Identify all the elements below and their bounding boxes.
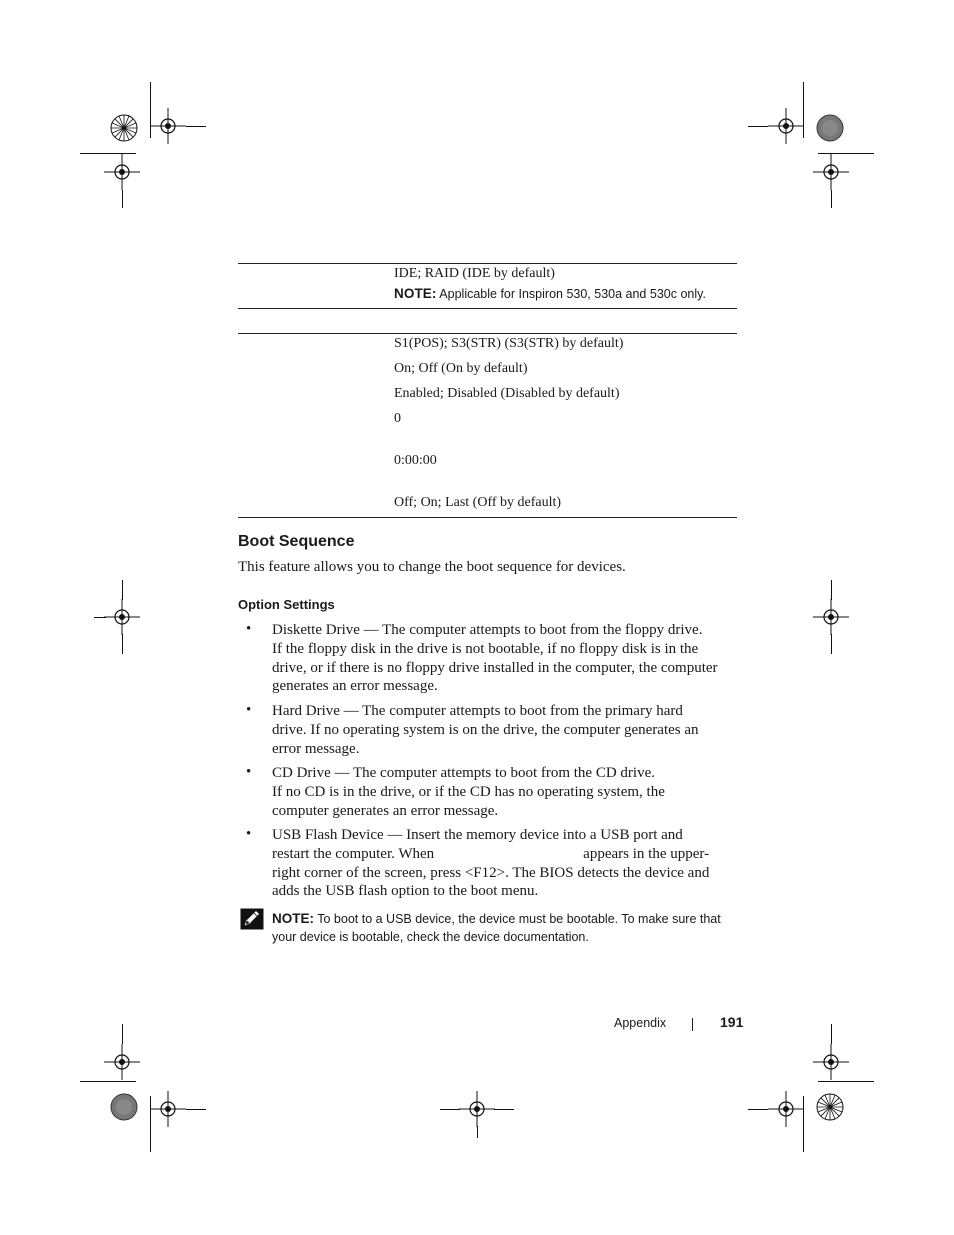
table-cell-value: 0:00:00: [394, 453, 437, 468]
item-term: USB Flash Device —: [272, 827, 403, 843]
item-text: right corner of the screen, press <F12>. The BIOS detects the device and: [272, 864, 710, 881]
note-text: your device is bootable, check the device documentation.: [272, 930, 589, 944]
registration-target-icon: [768, 1091, 804, 1127]
item-text: error message.: [272, 740, 360, 757]
gray-dot-icon: [110, 1093, 138, 1121]
gray-dot-icon: [816, 114, 844, 142]
item-text: restart the computer. When: [272, 845, 435, 862]
starburst-icon: [816, 1093, 844, 1121]
table-cell-value: S1(POS); S3(STR) (S3(STR) by default): [394, 336, 624, 351]
item-text: The computer attempts to boot from the floppy drive.: [382, 622, 703, 638]
list-item-diskette-drive: [272, 621, 742, 696]
note: [272, 910, 742, 946]
note-text: To boot to a USB device, the device must be bootable. To make sure that: [317, 912, 721, 926]
bullet-glyph: •: [246, 621, 252, 637]
registration-target-icon: [813, 154, 849, 190]
subsection-heading: Option Settings: [238, 597, 335, 612]
list-item-cd-drive: [272, 764, 742, 820]
item-text: computer generates an error message.: [272, 802, 499, 819]
registration-target-icon: [150, 1091, 186, 1127]
section-heading: Boot Sequence: [238, 533, 355, 550]
item-text: drive. If no operating system is on the drive, the computer generates an: [272, 721, 699, 738]
item-text: If the floppy disk in the drive is not bootable, if no floppy disk is in the: [272, 640, 699, 657]
registration-target-icon: [813, 599, 849, 635]
registration-target-icon: [104, 154, 140, 190]
starburst-icon: [110, 114, 138, 142]
footer-divider: [692, 1018, 693, 1031]
item-term: Diskette Drive —: [272, 622, 379, 638]
item-text: generates an error message.: [272, 678, 438, 695]
note-label: NOTE:: [272, 911, 314, 926]
registration-target-icon: [813, 1044, 849, 1080]
table-cell-value: IDE; RAID (IDE by default): [394, 266, 555, 281]
item-text: drive, or if there is no floppy drive installed in the computer, the computer: [272, 659, 718, 676]
item-term: Hard Drive —: [272, 703, 359, 719]
table-cell-value: On; Off (On by default): [394, 361, 528, 376]
page-number: 191: [720, 1014, 744, 1030]
item-text: If no CD is in the drive, or if the CD has no operating system, the: [272, 783, 665, 800]
table-rule: [238, 333, 737, 334]
table-cell-value: 0: [394, 411, 401, 426]
item-text: The computer attempts to boot from the CD drive.: [352, 765, 655, 781]
registration-target-icon: [150, 108, 186, 144]
registration-target-icon: [104, 1044, 140, 1080]
table-rule: [238, 517, 737, 518]
table-cell-value: Off; On; Last (Off by default): [394, 495, 562, 510]
footer-section-label: Appendix: [614, 1016, 667, 1030]
section-intro: This feature allows you to change the boot sequence for devices.: [238, 559, 626, 575]
item-text: The computer attempts to boot from the primary hard: [362, 703, 683, 719]
registration-target-icon: [768, 108, 804, 144]
list-item-hard-drive: [272, 702, 742, 758]
item-text: Insert the memory device into a USB port and: [406, 827, 683, 843]
bullet-glyph: •: [246, 702, 252, 718]
table-rule: [238, 308, 737, 309]
registration-target-icon: [104, 599, 140, 635]
table-cell-value: Enabled; Disabled (Disabled by default): [394, 386, 620, 401]
note-pencil-icon: [240, 908, 264, 930]
bullet-glyph: •: [246, 764, 252, 780]
item-term: CD Drive —: [272, 765, 350, 781]
table-cell-note: [394, 286, 706, 301]
item-text: appears in the upper-: [583, 845, 710, 862]
note-text: Applicable for Inspiron 530, 530a and 530c only.: [439, 287, 706, 301]
table-rule: [238, 263, 737, 264]
bullet-glyph: •: [246, 826, 252, 842]
note-label: NOTE:: [394, 286, 437, 301]
registration-target-icon: [459, 1091, 495, 1127]
item-text: adds the USB flash option to the boot menu.: [272, 883, 539, 900]
list-item-usb-flash-device: [272, 826, 742, 901]
